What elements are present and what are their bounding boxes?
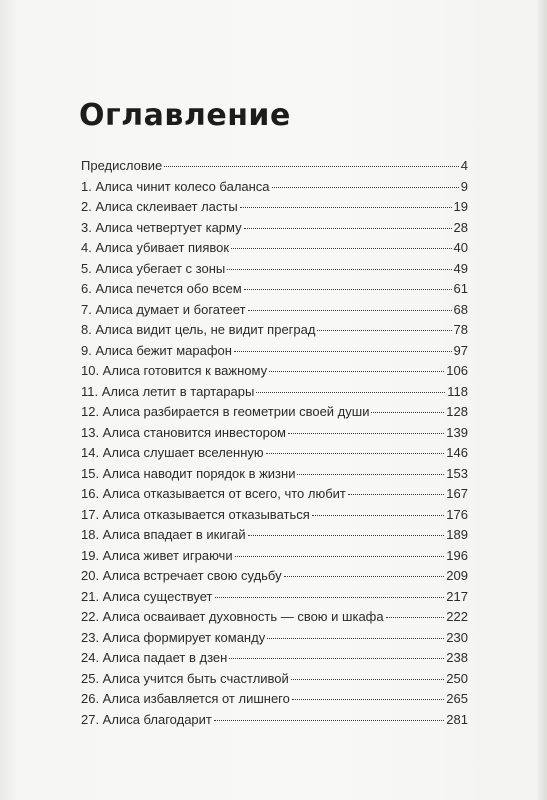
toc-entry-page-number: 238	[446, 650, 468, 665]
toc-entry-title: 8. Алиса видит цель, не видит преград	[81, 322, 316, 337]
toc-entry	[81, 261, 468, 282]
toc-entry-title: 12. Алиса разбирается в геометрии своей души	[81, 404, 370, 419]
toc-entry	[81, 507, 468, 528]
toc-entry	[81, 691, 468, 712]
dot-leader	[214, 720, 444, 721]
toc-entry-title: 2. Алиса склеивает ласты	[81, 199, 238, 214]
toc-entry	[81, 671, 468, 692]
dot-leader	[240, 207, 452, 208]
toc-entry-page-number: 167	[446, 486, 468, 501]
page-edge-shadow	[537, 0, 547, 800]
dot-leader	[248, 535, 445, 536]
toc-entry-title: 15. Алиса наводит порядок в жизни	[81, 465, 296, 481]
toc-entry	[81, 302, 468, 323]
toc-entry-title: 4. Алиса убивает пиявок	[81, 240, 230, 255]
dot-leader	[269, 371, 444, 372]
toc-entry-title: 18. Алиса впадает в икигай	[81, 527, 246, 542]
toc-entry-title: 24. Алиса падает в дзен	[81, 650, 228, 665]
toc-entry	[81, 486, 468, 507]
table-of-contents	[81, 158, 468, 732]
toc-entry-page-number: 196	[446, 547, 468, 563]
toc-entry-page-number: 139	[446, 424, 468, 440]
dot-leader	[288, 433, 444, 434]
dot-leader	[386, 617, 445, 618]
toc-entry-title: 14. Алиса слушает вселенную	[81, 445, 264, 460]
toc-entry-page-number: 61	[453, 281, 468, 296]
toc-entry	[81, 568, 468, 589]
dot-leader	[244, 228, 452, 229]
dot-leader	[267, 638, 444, 639]
toc-entry-page-number: 97	[453, 342, 468, 358]
dot-leader	[292, 699, 444, 700]
page-title: Оглавление	[79, 98, 291, 133]
dot-leader	[291, 679, 445, 680]
dot-leader	[312, 515, 445, 516]
toc-entry	[81, 281, 468, 302]
dot-leader	[244, 289, 452, 290]
toc-entry-title: 25. Алиса учится быть счастливой	[81, 670, 289, 686]
toc-entry-page-number: 146	[446, 445, 468, 460]
dot-leader	[266, 453, 445, 454]
toc-entry-page-number: 4	[460, 158, 468, 173]
toc-entry	[81, 630, 468, 651]
dot-leader	[164, 166, 459, 167]
toc-entry-title: 16. Алиса отказывается от всего, что любит	[81, 486, 346, 501]
toc-entry-title: 27. Алиса благодарит	[81, 711, 212, 727]
toc-entry	[81, 712, 468, 733]
toc-entry	[81, 343, 468, 364]
toc-entry	[81, 527, 468, 548]
toc-entry-title: 11. Алиса летит в тартарары	[81, 383, 255, 399]
toc-entry-title: Предисловие	[81, 158, 163, 173]
toc-entry	[81, 404, 468, 425]
toc-entry-page-number: 153	[446, 465, 468, 481]
toc-entry-title: 26. Алиса избавляется от лишнего	[81, 691, 290, 706]
toc-entry-title: 5. Алиса убегает с зоны	[81, 260, 226, 276]
toc-entry-title: 22. Алиса осваивает духовность — свою и шкафа	[81, 609, 384, 624]
toc-entry	[81, 650, 468, 671]
toc-entry	[81, 158, 468, 179]
dot-leader	[235, 556, 445, 557]
toc-entry-title: 20. Алиса встречает свою судьбу	[81, 568, 282, 583]
toc-entry-title: 3. Алиса четвертует карму	[81, 219, 242, 235]
toc-entry-page-number: 118	[447, 383, 468, 399]
toc-entry	[81, 179, 468, 200]
dot-leader	[215, 597, 445, 598]
toc-entry-page-number: 281	[446, 711, 468, 727]
toc-entry	[81, 425, 468, 446]
toc-entry-title: 21. Алиса существует	[81, 588, 213, 604]
toc-entry	[81, 384, 468, 405]
toc-entry-page-number: 217	[446, 588, 468, 604]
toc-entry-page-number: 19	[453, 199, 468, 214]
toc-entry-title: 13. Алиса становится инвестором	[81, 424, 286, 440]
toc-entry	[81, 548, 468, 569]
toc-entry-title: 19. Алиса живет играючи	[81, 547, 233, 563]
toc-entry	[81, 609, 468, 630]
toc-entry-title: 6. Алиса печется обо всем	[81, 281, 242, 296]
toc-entry-page-number: 250	[446, 670, 468, 686]
toc-entry-page-number: 209	[446, 568, 468, 583]
dot-leader	[248, 310, 452, 311]
toc-entry-title: 17. Алиса отказывается отказываться	[81, 506, 310, 522]
toc-entry-page-number: 40	[453, 240, 468, 255]
toc-entry-title: 7. Алиса думает и богатеет	[81, 301, 246, 317]
dot-leader	[297, 474, 444, 475]
toc-entry-page-number: 106	[446, 363, 468, 378]
toc-entry-page-number: 222	[446, 609, 468, 624]
toc-entry	[81, 220, 468, 241]
toc-entry-title: 10. Алиса готовится к важному	[81, 363, 268, 378]
dot-leader	[256, 392, 445, 393]
toc-entry-page-number: 78	[453, 322, 468, 337]
dot-leader	[371, 412, 444, 413]
toc-entry-page-number: 189	[446, 527, 468, 542]
toc-entry	[81, 445, 468, 466]
dot-leader	[231, 248, 451, 249]
toc-entry	[81, 466, 468, 487]
toc-entry-page-number: 68	[453, 301, 468, 317]
toc-entry	[81, 589, 468, 610]
toc-entry	[81, 363, 468, 384]
dot-leader	[234, 351, 452, 352]
dot-leader	[227, 269, 451, 270]
toc-entry	[81, 322, 468, 343]
toc-entry-page-number: 49	[453, 260, 468, 276]
dot-leader	[284, 576, 445, 577]
toc-entry	[81, 199, 468, 220]
toc-entry-page-number: 28	[453, 219, 468, 235]
toc-entry-title: 23. Алиса формирует команду	[81, 629, 266, 645]
dot-leader	[229, 658, 444, 659]
toc-entry-title: 9. Алиса бежит марафон	[81, 342, 232, 358]
toc-entry-page-number: 128	[446, 404, 468, 419]
dot-leader	[272, 187, 459, 188]
toc-entry-page-number: 230	[446, 629, 468, 645]
toc-entry-page-number: 9	[460, 178, 468, 194]
toc-entry	[81, 240, 468, 261]
toc-entry-title: 1. Алиса чинит колесо баланса	[81, 178, 270, 194]
dot-leader	[317, 330, 451, 331]
dot-leader	[348, 494, 444, 495]
toc-entry-page-number: 265	[446, 691, 468, 706]
toc-entry-page-number: 176	[446, 506, 468, 522]
